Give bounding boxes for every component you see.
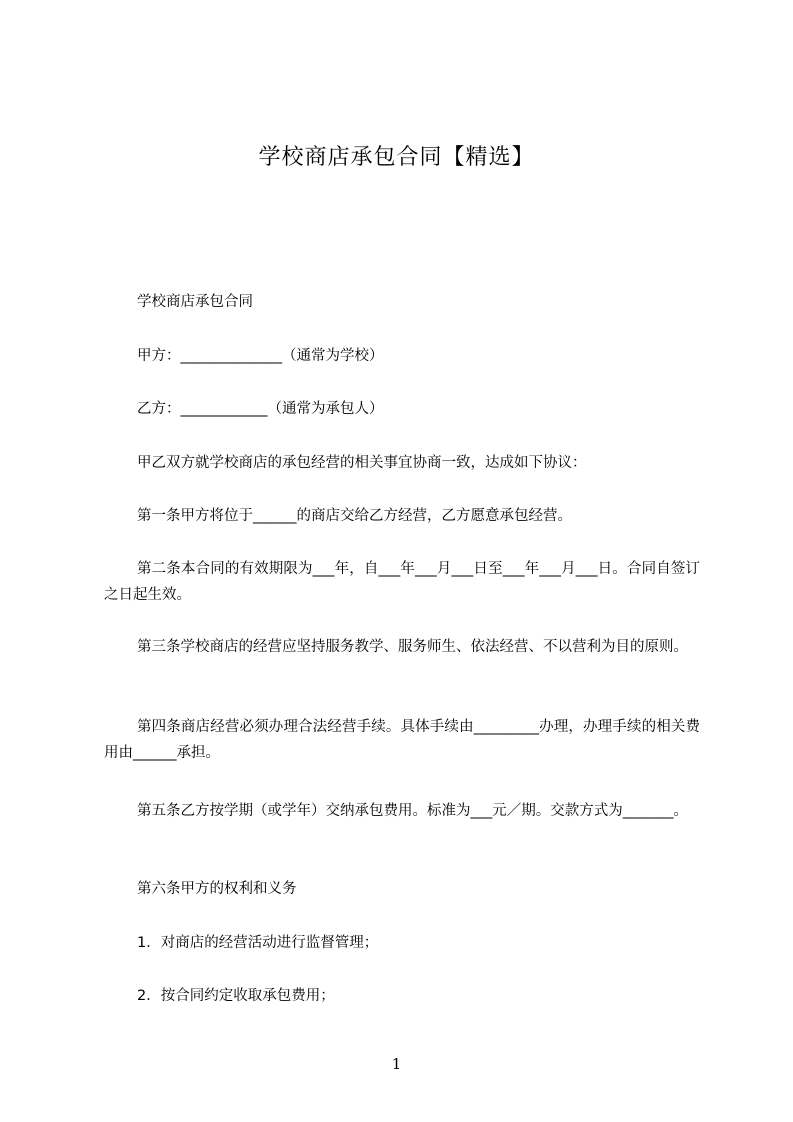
paragraph-article-4: 第四条商店经营必须办理合法经营手续。具体手续由_________办理，办理手续的相关费用由______承担。	[104, 719, 700, 761]
list-item-2: 2．按合同约定收取承包费用；	[137, 988, 335, 1004]
page-number: 1	[391, 1055, 402, 1073]
paragraph-article-2: 第二条本合同的有效期限为___年，自___年___月___日至___年___月___日。合同自签订之日起生效。	[104, 561, 700, 603]
paragraph-article-3: 第三条学校商店的经营应坚持服务教学、服务师生、依法经营、不以营利为目的原则。	[137, 639, 688, 655]
paragraph-article-1: 第一条甲方将位于______的商店交给乙方经营，乙方愿意承包经营。	[137, 508, 572, 524]
list-item-1: 1．对商店的经营活动进行监督管理；	[137, 935, 379, 951]
paragraph-article-6: 第六条甲方的权利和义务	[137, 881, 297, 897]
paragraph-party-a: 甲方：______________（通常为学校）	[137, 348, 384, 364]
paragraph-contract-heading: 学校商店承包合同	[137, 294, 253, 310]
paragraph-article-5: 第五条乙方按学期（或学年）交纳承包费用。标准为___元／期。交款方式为_______。	[137, 803, 688, 819]
paragraph-party-b: 乙方：____________（通常为承包人）	[137, 401, 384, 417]
paragraph-agreement-intro: 甲乙双方就学校商店的承包经营的相关事宜协商一致，达成如下协议：	[137, 455, 587, 471]
document-title: 学校商店承包合同【精选】	[258, 145, 535, 170]
